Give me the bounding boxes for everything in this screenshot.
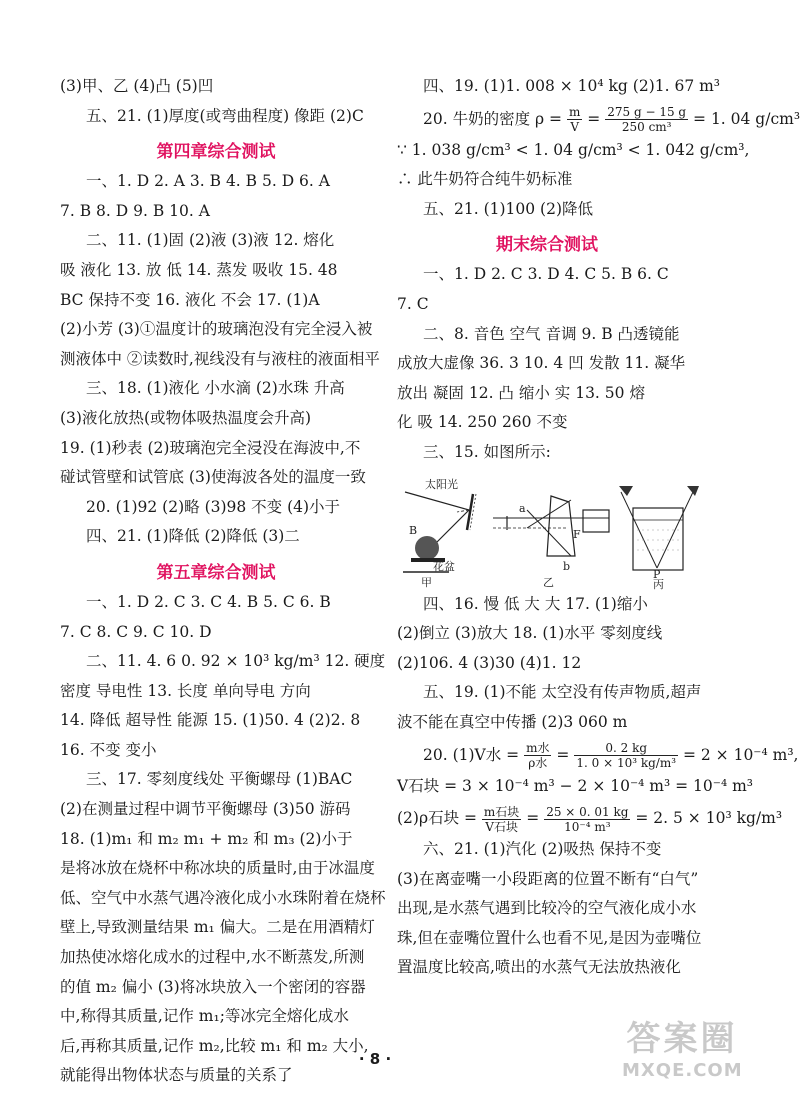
- answer-line: 二、8. 音色 空气 音调 9. B 凸透镜能: [423, 324, 680, 343]
- answer-line: 壁上,导致测量结果 m₁ 偏大。二是在用酒精灯: [60, 918, 375, 937]
- answer-line: (2)106. 4 (3)30 (4)1. 12: [397, 653, 582, 672]
- answer-line: 19. (1)秒表 (2)玻璃泡完全浸没在海波中,不: [60, 438, 361, 457]
- answer-line: 18. (1)m₁ 和 m₂ m₁ + m₂ 和 m₃ (2)小于: [60, 829, 353, 848]
- svg-text:a: a: [519, 501, 526, 515]
- fraction-mass-over-density: $\frac{0. 2 kg}{\text{1. 0 × 10³ kg/m³}}$: [576, 741, 677, 770]
- fraction-mass-over-volume: $\frac{275 g - 15 g}{\text{250 cm³}}$: [607, 105, 687, 135]
- answer-line: 后,再称其质量,记作 m₂,比较 m₁ 和 m₂ 大小,: [60, 1036, 369, 1055]
- answer-line: 16. 不变 变小: [60, 740, 157, 759]
- answer-line: 出现,是水蒸气遇到比较冷的空气液化成小水: [397, 899, 697, 918]
- answer-line: 一、1. D 2. C 3. D 4. C 5. B 6. C: [423, 265, 669, 284]
- answer-line: 放出 凝固 12. 凸 缩小 实 13. 50 熔: [397, 383, 645, 402]
- prism: [547, 496, 575, 556]
- svg-text:丙: 丙: [653, 577, 664, 591]
- answer-line: (2)倒立 (3)放大 18. (1)水平 零刻度线: [397, 624, 663, 643]
- section-heading: 第五章综合测试: [156, 562, 276, 583]
- answer-line: (3)液化放热(或物体吸热温度会升高): [60, 408, 312, 427]
- plane-mirror: [467, 494, 473, 530]
- answer-line: (2)在测量过程中调节平衡螺母 (3)50 游码: [60, 800, 351, 819]
- fraction-stone-mass-over-volume: $\frac{25 \times 0. 01 kg}{\text{10⁻⁴ m³}}$: [546, 804, 629, 834]
- svg-text:太阳光: 太阳光: [425, 477, 458, 491]
- answer-line: 化 吸 14. 250 260 不变: [397, 413, 568, 432]
- right-answer-lines-after-figure: [397, 590, 702, 738]
- page-number: · 8 ·: [358, 1050, 392, 1068]
- fraction-m-over-v: $\frac{m}{V}$: [568, 105, 581, 135]
- answer-line: 20. (1)92 (2)略 (3)98 不变 (4)小于: [86, 497, 341, 516]
- answer-line: 四、19. (1)1. 008 × 10⁴ kg (2)1. 67 m³: [423, 77, 721, 95]
- answer-line: 低、空气中水蒸气遇冷液化成小水珠附着在烧杯: [60, 888, 386, 907]
- answer-line: (3)在离壶嘴一小段距离的位置不断有“白气”: [397, 869, 699, 888]
- svg-text:甲: 甲: [421, 575, 432, 589]
- answer-line: 的值 m₂ 偏小 (3)将冰块放入一个密闭的容器: [60, 977, 366, 996]
- answer-line: 吸 液化 13. 放 低 14. 蒸发 吸收 15. 48: [60, 260, 338, 279]
- milk-eq-result: = 1. 04 g/cm³: [693, 109, 800, 128]
- right-answer-lines-mid: [397, 136, 750, 468]
- right-column: [397, 72, 800, 983]
- answer-line: 测液体中 ②读数时,视线没有与液柱的液面相平: [60, 349, 380, 368]
- answer-line: ∵ 1. 038 g/cm³ < 1. 04 g/cm³ < 1. 042 g/cm³,: [397, 140, 750, 159]
- answer-line: 7. B 8. D 9. B 10. A: [60, 201, 210, 220]
- answer-line: 波不能在真空中传播 (2)3 060 m: [397, 712, 628, 731]
- fraction-mwater-over-rhowater: $\frac{\text{m水}}{\text{ρ水}}$: [526, 741, 550, 770]
- answer-line: ∴ 此牛奶符合纯牛奶标准: [397, 170, 573, 189]
- answer-line: 密度 导电性 13. 长度 单向导电 方向: [60, 681, 311, 700]
- answer-line: 7. C 8. C 9. C 10. D: [60, 622, 212, 641]
- answer-line: 一、1. D 2. C 3. C 4. B 5. C 6. B: [86, 592, 331, 611]
- answer-line: 三、15. 如图所示:: [423, 442, 551, 461]
- svg-text:B: B: [409, 523, 418, 537]
- watermark-logo: 答案圈 MXQE.COM: [622, 1019, 743, 1081]
- answer-line: 加热使冰熔化成水的过程中,水不断蒸发,所测: [60, 948, 365, 967]
- answer-line: 是将冰放在烧杯中称冰块的质量时,由于冰温度: [60, 859, 375, 878]
- milk-density-equation: 20. 牛奶的密度 ρ = $\frac{m}{V}$ = $\frac{275 g - 15 g}{\text{250 cm³}}$ = 1. 04 g/cm³: [423, 105, 800, 135]
- figure-bing: [619, 486, 699, 591]
- answer-line: 一、1. D 2. A 3. B 4. B 5. D 6. A: [86, 172, 330, 191]
- answer-line: 7. C: [397, 294, 429, 313]
- answer-line: 六、21. (1)汽化 (2)吸热 保持不变: [423, 840, 662, 859]
- water-volume-equation: 20. (1)V水 = $\frac{\text{m水}}{\text{ρ水}}$ = $\frac{0. 2 kg}{\text{1. 0 × 10³ kg/m³}}$ = 2 × 10⁻⁴ m³,: [423, 741, 799, 770]
- figure-yi: [493, 496, 609, 589]
- stone-density-equation: (2)ρ石块 = $\frac{\text{m石块}}{\text{V石块}}$ = $\frac{25 \times 0. 01 kg}{\text{10⁻⁴ m³}}$ = 2. 5 × 10³ kg/m³: [397, 804, 783, 834]
- answer-line: 五、21. (1)100 (2)降低: [423, 199, 594, 218]
- optics-figures: [397, 472, 697, 590]
- answer-line: 三、18. (1)液化 小水滴 (2)水珠 升高: [86, 379, 345, 398]
- milk-eq-lead: 20. 牛奶的密度 ρ =: [423, 109, 563, 128]
- svg-text:花盆: 花盆: [433, 559, 455, 573]
- answer-line: 五、21. (1)厚度(或弯曲程度) 像距 (2)C: [86, 106, 364, 125]
- section-heading: 第四章综合测试: [156, 142, 276, 163]
- answer-line: 碰试管壁和试管底 (3)使海波各处的温度一致: [60, 468, 366, 487]
- right-answer-lines-top: [397, 72, 721, 102]
- svg-text:b: b: [563, 559, 571, 573]
- answer-line: 珠,但在壶嘴位置什么也看不见,是因为壶嘴位: [397, 928, 702, 947]
- svg-text:乙: 乙: [543, 575, 554, 589]
- answer-line: 成放大虚像 36. 3 10. 4 凹 发散 11. 凝华: [397, 354, 686, 373]
- water-tank: [633, 508, 683, 570]
- stone-volume-equation: V石块 = 3 × 10⁻⁴ m³ − 2 × 10⁻⁴ m³ = 10⁻⁴ m³: [397, 776, 753, 795]
- answer-line: BC 保持不变 16. 液化 不会 17. (1)A: [60, 290, 320, 309]
- answer-line: 就能得出物体状态与质量的关系了: [60, 1066, 293, 1085]
- right-answer-lines-end: [397, 835, 702, 983]
- answer-line: 五、19. (1)不能 太空没有传声物质,超声: [423, 683, 702, 702]
- left-column: [60, 72, 386, 1091]
- answer-line: 四、16. 慢 低 大 大 17. (1)缩小: [423, 594, 648, 613]
- answer-line: 二、11. 4. 6 0. 92 × 10³ kg/m³ 12. 硬度: [86, 652, 386, 671]
- flower-icon: [415, 536, 439, 560]
- optics-diagram: [397, 472, 697, 590]
- answer-line: 三、17. 零刻度线处 平衡螺母 (1)BAC: [86, 770, 353, 789]
- fraction-mstone-over-vstone: $\frac{\text{m石块}}{\text{V石块}}$: [483, 804, 520, 834]
- answer-line: 14. 降低 超导性 能源 15. (1)50. 4 (2)2. 8: [60, 711, 361, 730]
- answer-line: 中,称得其质量,记作 m₁;等冰完全熔化成水: [60, 1007, 349, 1026]
- answer-line: 四、21. (1)降低 (2)降低 (3)二: [86, 527, 300, 546]
- section-heading: 期末综合测试: [496, 235, 598, 256]
- left-answer-lines: [60, 72, 386, 1091]
- figure-jia: [403, 477, 476, 589]
- answer-line: (3)甲、乙 (4)凸 (5)凹: [60, 77, 214, 95]
- svg-text:F: F: [573, 527, 581, 541]
- answer-line: (2)小芳 (3)①温度计的玻璃泡没有完全浸入被: [60, 320, 373, 339]
- svg-text:P: P: [653, 567, 661, 581]
- answer-line: 二、11. (1)固 (2)液 (3)液 12. 熔化: [86, 231, 335, 250]
- answer-line: 置温度比较高,喷出的水蒸气无法放热液化: [397, 958, 681, 977]
